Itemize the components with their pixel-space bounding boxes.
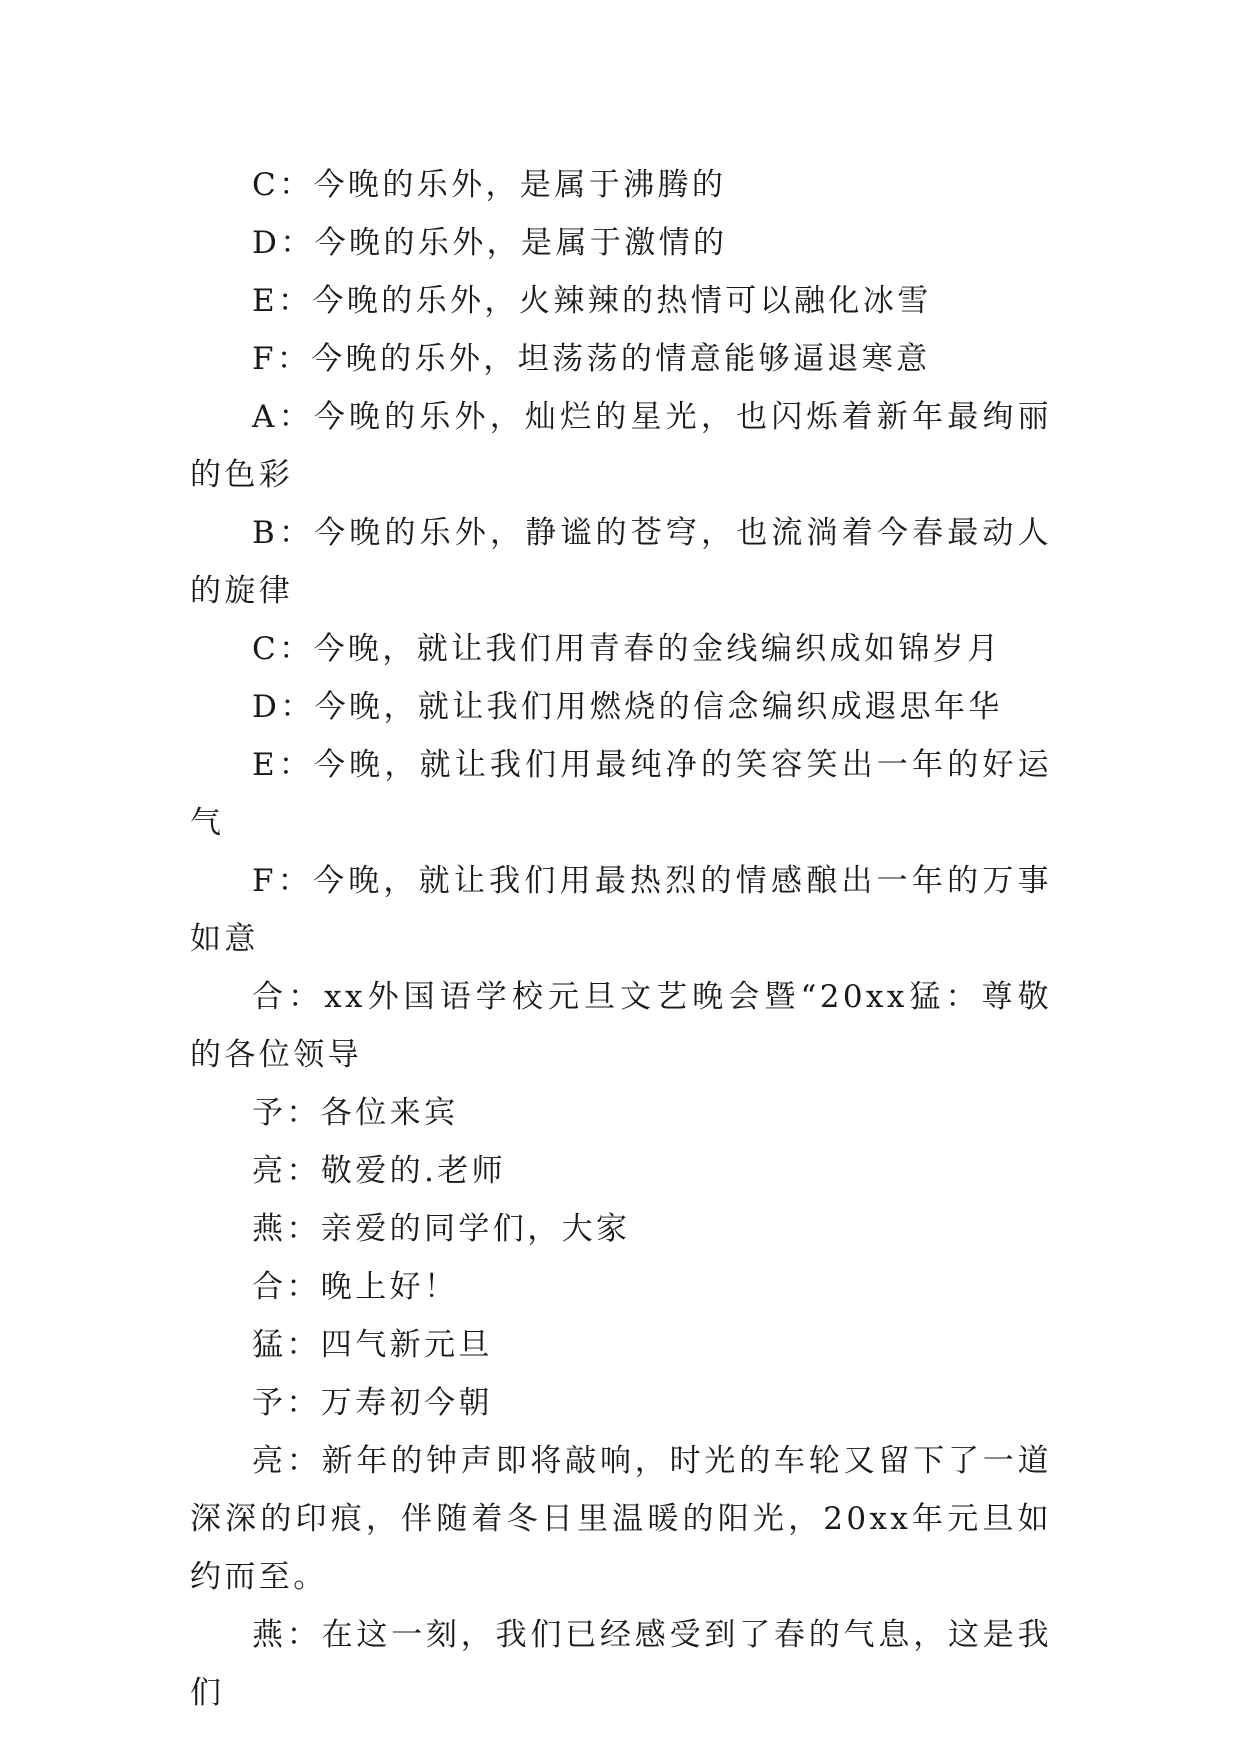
- paragraph: E：今晚的乐外，火辣辣的热情可以融化冰雪: [252, 283, 932, 319]
- paragraph: B：今晚的乐外，静谧的苍穹，也流淌着今春最动人的旋律: [190, 515, 1052, 609]
- paragraph: 予：万寿初今朝: [252, 1385, 493, 1421]
- paragraph: 燕：亲爱的同学们，大家: [252, 1211, 631, 1247]
- paragraph: F：今晚，就让我们用最热烈的情感酿出一年的万事如意: [190, 863, 1052, 957]
- paragraph: C：今晚的乐外，是属于沸腾的: [252, 167, 727, 203]
- paragraph: A：今晚的乐外，灿烂的星光，也闪烁着新年最绚丽的色彩: [190, 399, 1052, 493]
- paragraph: 猛：四气新元旦: [252, 1327, 493, 1363]
- paragraph: 亮：新年的钟声即将敲响，时光的车轮又留下了一道深深的印痕，伴随着冬日里温暖的阳光，20xx年元旦如约而至。: [190, 1443, 1052, 1595]
- paragraph: 亮：敬爱的.老师: [252, 1153, 507, 1189]
- paragraph: 合：晚上好！: [252, 1269, 459, 1305]
- paragraph: E：今晚，就让我们用最纯净的笑容笑出一年的好运气: [190, 747, 1052, 841]
- paragraph: D：今晚，就让我们用燃烧的信念编织成遐思年华: [252, 689, 1003, 725]
- paragraph: F：今晚的乐外，坦荡荡的情意能够逼退寒意: [252, 341, 931, 377]
- paragraph: 予：各位来宾: [252, 1095, 459, 1131]
- paragraph: 燕：在这一刻，我们已经感受到了春的气息，这是我们: [190, 1617, 1052, 1711]
- document-body: [190, 156, 1052, 1722]
- paragraph: D：今晚的乐外，是属于激情的: [252, 225, 728, 261]
- paragraph: C：今晚，就让我们用青春的金线编织成如锦岁月: [252, 631, 1002, 667]
- paragraph: 合：xx外国语学校元旦文艺晚会暨“20xx猛：尊敬的各位领导: [190, 979, 1052, 1073]
